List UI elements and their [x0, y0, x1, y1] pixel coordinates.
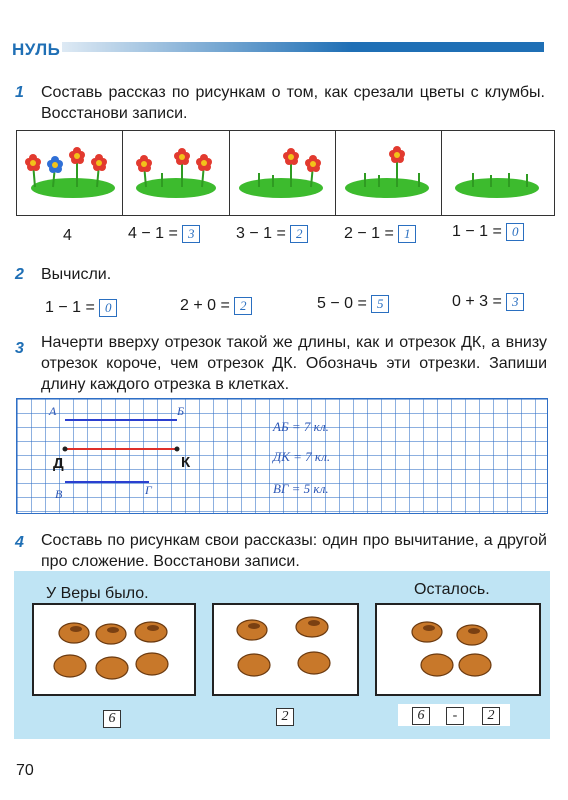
eq2-4: 0 + 3 = 3 — [452, 293, 524, 311]
eq1-3: 3 − 1 = 2 — [236, 225, 308, 243]
flower-frame-5 — [441, 131, 554, 215]
flower-picture-0 — [441, 131, 554, 215]
eq2-3: 5 − 0 = 5 — [317, 295, 389, 313]
record-ab: АБ = 7 кл. — [273, 419, 329, 434]
caption-left: У Веры было. — [46, 585, 149, 602]
label-d: Д — [53, 455, 64, 472]
flower-picture-3 — [122, 131, 229, 215]
eq1-4: 2 − 1 = 1 — [344, 225, 416, 243]
task4-text: Составь по рисункам свои рассказы: один про вычитание, а другой про сложение. Восстанови записи. — [41, 532, 547, 570]
task4-number: 4 — [15, 534, 24, 551]
section-title: НУЛЬ — [12, 40, 61, 59]
grid-paper[interactable] — [16, 398, 548, 514]
flower-strip — [16, 130, 555, 216]
nuts-panel — [14, 571, 550, 739]
answer-box[interactable]: 2 — [234, 297, 252, 315]
task3-number: 3 — [15, 340, 24, 357]
answer-box[interactable]: 0 — [506, 223, 524, 241]
nuts-card-1 — [32, 603, 196, 696]
flower-picture-4 — [17, 131, 122, 215]
eq1-1: 4 — [63, 227, 72, 244]
nuts-card-3 — [375, 603, 541, 696]
flower-frame-4 — [335, 131, 442, 215]
flower-picture-1 — [335, 131, 441, 215]
task3-text: Начерти вверху отрезок такой же длины, как и отрезок ДК, а внизу отрезок короче, чем отрезок ДК. Обозначь эти отрезки. Запиши длину каждого отрезка в клетках. — [41, 334, 547, 393]
answer-box[interactable]: 0 — [99, 299, 117, 317]
flower-frame-3 — [229, 131, 336, 215]
operator-box[interactable]: - — [446, 707, 464, 725]
task1-text: Составь рассказ по рисункам о том, как срезали цветы с клумбы. Восстанови записи. — [41, 84, 545, 122]
label-b: Б — [177, 404, 185, 418]
label-v: В — [55, 487, 63, 501]
nuts-picture-6 — [34, 605, 194, 694]
caption-right: Осталось. — [414, 581, 490, 598]
eq2-1: 1 − 1 = 0 — [45, 299, 117, 317]
answer-box[interactable]: 3 — [506, 293, 524, 311]
answer-box[interactable]: 3 — [182, 225, 200, 243]
task1-number: 1 — [15, 84, 24, 101]
section-header-bar — [62, 42, 544, 52]
label-g: Г — [145, 483, 152, 497]
flower-frame-2 — [122, 131, 230, 215]
label-k: К — [181, 454, 191, 471]
nuts-card-2 — [212, 603, 359, 696]
answer-box-taken[interactable]: 2 — [276, 708, 294, 726]
answer-box[interactable]: 1 — [398, 225, 416, 243]
nuts-picture-result — [377, 605, 539, 694]
eq1-2: 4 − 1 = 3 — [128, 225, 200, 243]
flower-picture-2 — [229, 131, 335, 215]
answer-box[interactable]: 2 — [290, 225, 308, 243]
answer-box-had[interactable]: 6 — [103, 710, 121, 728]
record-vg: ВГ = 5 кл. — [273, 481, 329, 496]
answer-box-subtrahend[interactable]: 2 — [482, 707, 500, 725]
equation-strip — [398, 704, 510, 726]
eq1-5: 1 − 1 = 0 — [452, 223, 524, 241]
record-dk: ДК = 7 кл. — [273, 449, 331, 464]
eq2-2: 2 + 0 = 2 — [180, 297, 252, 315]
nuts-picture-4 — [214, 605, 357, 694]
answer-box[interactable]: 5 — [371, 295, 389, 313]
page-number: 70 — [16, 762, 34, 779]
task2-text: Вычисли. — [41, 266, 112, 283]
answer-box-minuend[interactable]: 6 — [412, 707, 430, 725]
flower-frame-1 — [17, 131, 123, 215]
task2-number: 2 — [15, 266, 24, 283]
label-a: А — [49, 404, 57, 418]
